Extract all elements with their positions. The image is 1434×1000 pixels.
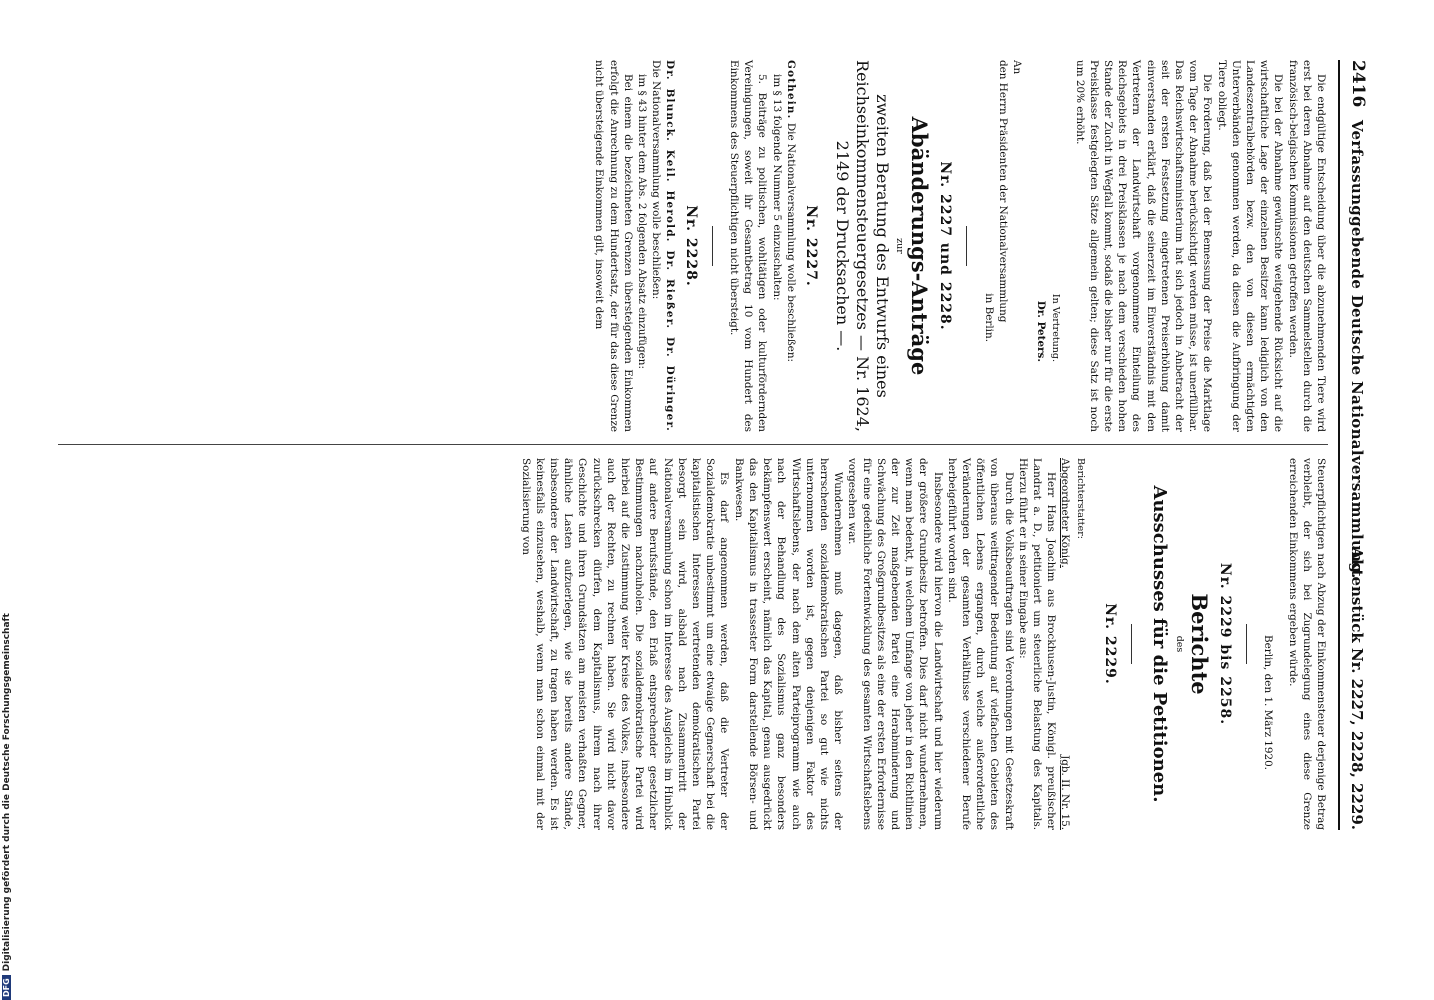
publication-title: Verfassunggebende Deutsche Nationalversammlung. (1348, 120, 1366, 579)
section-title: Berichte (1186, 593, 1212, 695)
paragraph: Durch die Volksbeauftragten sind Verordnungen mit Gesetzeskraft von überaus weittragender Bedeutung auf vielfachen Gebieten des öffentlichen Lebens ergangen, durch welche außerordentliche Veränderungen der gesamten Verhältnisse verschiedener Berufe herbeigeführt worden sind. (945, 458, 1015, 830)
paragraph: Die bei der Abnahme gewünschte weitgehende Rücksicht auf die wirtschaftliche Lage der einzelnen Besitzer kann lediglich von den Landeszentralbehörden bezw. den von diesen ermächtigten Unterverbänden genommen werden, da diesen die Aufbringung der Tiere obliegt. (1215, 60, 1285, 432)
paragraph: Die endgültige Entscheidung über die abzunehmenden Tiere wird erst bei deren Abnahme auf den deutschen Sammelstellen durch die französisch-belgischen Kommissionen getroffen werden. (1286, 60, 1327, 432)
section-title: Abänderungs-Anträge (907, 116, 933, 376)
page-number: 2416 (1348, 60, 1368, 108)
addressee-an: An (1010, 60, 1023, 75)
addressee: den Herrn Präsidenten der Nationalversammlung (996, 60, 1009, 323)
date-line: Berlin, den 1. März 1920. (1262, 634, 1275, 770)
committee-title: Ausschusses für die Petitionen. (1148, 485, 1170, 803)
motion-authors: Dr. Blunck. Keil. Herold. Dr. Rießer. Dr. Düringer. (664, 60, 677, 432)
page-header (1338, 60, 1368, 830)
reporter-row (1058, 458, 1072, 830)
separator (1246, 624, 1247, 664)
motion-paragraph: im § 43 hinter dem Abs. 2 folgenden Absatz einzufügen: (636, 74, 649, 369)
signature-block (1034, 60, 1062, 432)
paragraph: Herr Hans Joachim aus Brockhusen-Justin, Königl. preußischer Landrat a. D., petitioniert um steuerliche Belastung des Kapitals. Hierzu führt er in seiner Eingabe aus: (1016, 458, 1058, 830)
journal-number: Jgb. II. Nr. 15. (1059, 755, 1072, 830)
paragraph: Wundernehmen muß dagegen, daß bisher seitens der herrschenden sozialdemokratischen Partei so gut wie nichts unternommen worden ist, gegen denjenigen Faktor des Wirtschaftslebens, der nach dem alten Parteiprogramm wie auch nach der Behandlung des Sozialismus ganz besonders bekämpfenswert erscheint, nämlich das Kapital, genau ausgedrückt das den Kapitalismus in trassester Form darstellende Börsen- und Bankwesen. (732, 458, 845, 830)
motion-paragraph: im § 13 folgende Nummer 5 einzuschalten: (770, 74, 783, 301)
paragraph-continued: Steuerpflichtigen nach Abzug der Einkommensteuer derjenige Betrag verbleibt, der sich bei Zugrundelegung eines diese Grenze erreichenden Einkommens ergeben würde. (1286, 458, 1327, 830)
signature-role: In Vertretung. (1050, 293, 1062, 362)
separator (966, 226, 967, 266)
paragraph: Insbesondere wird hiervon die Landwirtschaft und hier wiederum der größere Grundbesitz betroffen. Dies darf nicht wundernehmen, wenn man bedenkt, in welchem Umfange von jeher in den Richtlinien der zur Zeit maßgebenden Partei eine Herabminderung und Schwächung des Großgrundbesitzes als eine der ersten Erfordernisse für eine gedeihliche Fortentwicklung des gesamten Wirtschaftslebens vorgesehen war. (846, 458, 944, 830)
paragraph: Es darf angenommen werden, daß die Vertreter der Sozialdemokratie unbestimmt um eine etwaige Gegnerschaft bei die kapitalistischen Interessen vertretenden demokratischen Partei besorgt sein wird, alsbald nach Zusammentritt der Nationalversammlung schon im Interesse des Ausgleichs im Hinblick auf andere Berufsstände, den Erlaß entsprechender gesetzlicher Bestimmungen nachzuholen. Die sozialdemokratische Partei wird hierbei auf die Zustimmung weiter Kreise des Volkes, insbesondere auch der Rechten, zu rechnen haben. Sie wird nicht davor zurückschrecken dürfen, dem Kapitalismus, ihrem nach ihrer Geschichte und ihren Grundsätzen am meisten verhaßten Gegner, ähnliche Lasten aufzuerlegen, wie sie bereits andere Stände, insbesondere der Landwirtschaft, zu tragen haben werden. Es ist keinesfalls einzusehen, weshalb, wenn man schon einmal mit der Sozialisierung von (519, 458, 731, 830)
motion-number: Nr. 2227. (802, 205, 819, 287)
addressee-city: in Berlin. (982, 293, 995, 342)
motion-number: Nr. 2228. (682, 205, 699, 287)
motion-text: Die Nationalversammlung wolle beschließen: (784, 122, 797, 363)
berichterstatter-label: Berichterstatter: (1074, 458, 1086, 539)
dfg-logo: DFG (2, 975, 11, 1000)
left-column (592, 60, 1328, 432)
funding-imprint (2, 613, 12, 1000)
separator (1131, 624, 1132, 664)
aktenstueck-label: Aktenstück Nr. 2227, 2228, 2229. (1348, 547, 1366, 830)
column-divider (58, 444, 1328, 445)
reporter-name: Abgeordneter König. (1059, 458, 1072, 568)
section-subtitle: zur (894, 238, 906, 254)
motion-author: Gothein. (784, 60, 797, 120)
signature-name: Dr. Peters. (1035, 300, 1048, 362)
motion-item: Bei einem die bezeichneten Grenzen übersteigenden Einkommen erfolgt die Anrechnung zu dem Hundertsatz, der für das diese Grenze nicht übersteigende Einkommen gilt, insoweit dem (593, 60, 634, 432)
motion-text: Die Nationalversammlung wolle beschließen: (650, 60, 663, 300)
section-number: Nr. 2229 bis 2258. (1217, 562, 1234, 726)
separator (712, 226, 713, 266)
right-column (518, 458, 1328, 830)
section-number: Nr. 2227 und 2228. (937, 161, 954, 331)
motion-item: 5. Beiträge zu politischen, wohltätigen oder kulturfördernden Vereinigungen, soweit ihr Gesamtbetrag 10 vom Hundert des Einkommens des Steuerpflichtigen nicht übersteigt. (727, 60, 769, 432)
section-subtitle: des (1173, 635, 1185, 653)
imprint-text: Digitalisierung gefördert durch die Deutsche Forschungsgemeinschaft (2, 613, 12, 972)
report-number: Nr. 2229. (1101, 603, 1118, 685)
section-description: zweiten Beratung des Entwurfs eines Reichseinkommensteuergesetzes — Nr. 1624, 2149 der Drucksachen —. (832, 60, 892, 432)
paragraph: Die Forderung, daß bei der Bemessung der Preise die Marktlage vom Tage der Abnahme berücksichtigt werden müsse, ist unerfüllbar. Das Reichswirtschaftsministerium hat sich jedoch in Anbetracht der seit der ersten Festsetzung eingetretenen Preiserhöhung damit einverstanden erklärt, daß die seinerzeit im Einverständnis mit den Vertretern der Landwirtschaft vorgenommene Einteilung des Reichsgebiets in drei Preisklassen je nach dem verschieden hohen Stande der Zucht in Wegfall kommt, sodaß die bisher nur für die erste Preisklasse festgelegten Sätze allgemein gelten; diese Satz ist noch um 20% erhöht. (1073, 60, 1214, 432)
page-content (38, 60, 1368, 830)
